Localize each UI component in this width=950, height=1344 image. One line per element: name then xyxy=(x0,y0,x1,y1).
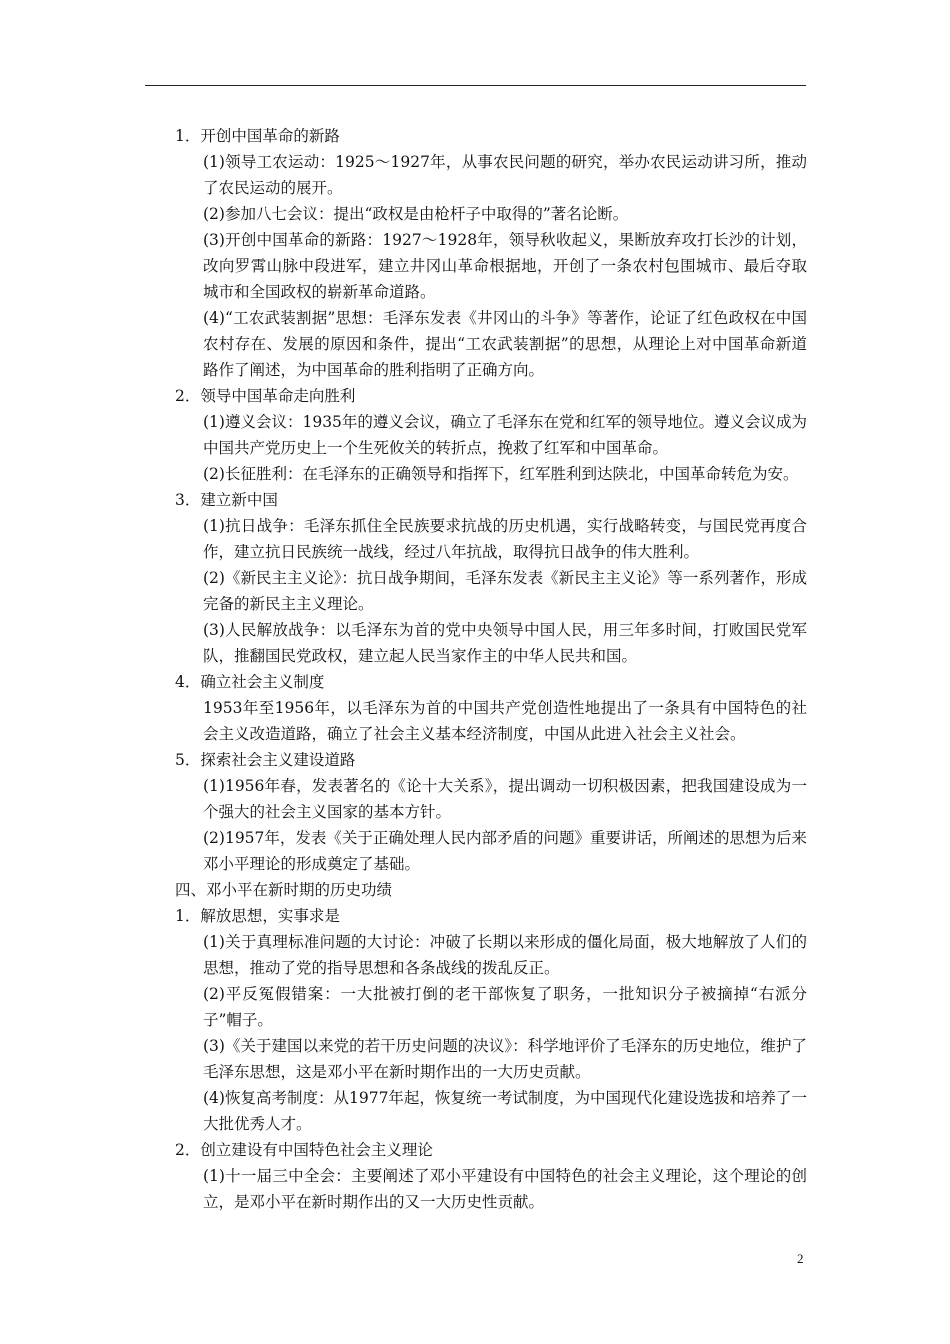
paragraph: (2)平反冤假错案：一大批被打倒的老干部恢复了职务，一批知识分子被摘掉“右派分子”帽子。 xyxy=(203,985,807,1029)
paragraph: (3)人民解放战争：以毛泽东为首的党中央领导中国人民，用三年多时间，打败国民党军队，推翻国民党政权，建立起人民当家作主的中华人民共和国。 xyxy=(203,621,807,665)
paragraph: (1)十一届三中全会：主要阐述了邓小平建设有中国特色的社会主义理论，这个理论的创立，是邓小平在新时期作出的又一大历史性贡献。 xyxy=(203,1167,807,1211)
paragraph: (3)开创中国革命的新路：1927～1928年，领导秋收起义，果断放弃攻打长沙的计划，改向罗霄山脉中段进军，建立井冈山革命根据地，开创了一条农村包围城市、最后夺取城市和全国政权的崭新革命道路。 xyxy=(203,231,807,301)
paragraph: (2)长征胜利：在毛泽东的正确领导和指挥下，红军胜利到达陕北，中国革命转危为安。 xyxy=(203,465,799,483)
section-heading: 5．探索社会主义建设道路 xyxy=(175,751,356,769)
paragraph: (1)1956年春，发表著名的《论十大关系》，提出调动一切积极因素，把我国建设成为一个强大的社会主义国家的基本方针。 xyxy=(203,777,807,821)
section-heading: 四、邓小平在新时期的历史功绩 xyxy=(175,881,393,899)
paragraph: (4)“工农武装割据”思想：毛泽东发表《井冈山的斗争》等著作，论证了红色政权在中国农村存在、发展的原因和条件，提出“工农武装割据”的思想，从理论上对中国革命新道路作了阐述，为中国革命的胜利指明了正确方向。 xyxy=(203,309,807,379)
paragraph: (4)恢复高考制度：从1977年起，恢复统一考试制度，为中国现代化建设选拔和培养了一大批优秀人才。 xyxy=(203,1089,807,1133)
section-heading: 3．建立新中国 xyxy=(175,491,278,509)
section-heading: 1．开创中国革命的新路 xyxy=(175,127,340,145)
section-heading: 2．领导中国革命走向胜利 xyxy=(175,387,356,405)
paragraph: (1)抗日战争：毛泽东抓住全民族要求抗战的历史机遇，实行战略转变，与国民党再度合作，建立抗日民族统一战线，经过八年抗战，取得抗日战争的伟大胜利。 xyxy=(203,517,807,561)
page-number: 2 xyxy=(797,1251,804,1266)
document-body xyxy=(175,123,807,1215)
header-rule xyxy=(145,85,806,86)
paragraph: (2)参加八七会议：提出“政权是由枪杆子中取得的”著名论断。 xyxy=(203,205,629,223)
section-heading: 2．创立建设有中国特色社会主义理论 xyxy=(175,1141,433,1159)
paragraph: (1)遵义会议：1935年的遵义会议，确立了毛泽东在党和红军的领导地位。遵义会议成为中国共产党历史上一个生死攸关的转折点，挽救了红军和中国革命。 xyxy=(203,413,807,457)
section-heading: 4．确立社会主义制度 xyxy=(175,673,325,691)
paragraph: (1)关于真理标准问题的大讨论：冲破了长期以来形成的僵化局面，极大地解放了人们的思想，推动了党的指导思想和各条战线的拨乱反正。 xyxy=(203,933,807,977)
paragraph: (3)《关于建国以来党的若干历史问题的决议》：科学地评价了毛泽东的历史地位，维护了毛泽东思想，这是邓小平在新时期作出的一大历史贡献。 xyxy=(203,1037,807,1081)
paragraph: (2)《新民主主义论》：抗日战争期间，毛泽东发表《新民主主义论》等一系列著作，形成完备的新民主主义理论。 xyxy=(203,569,807,613)
paragraph: 1953年至1956年，以毛泽东为首的中国共产党创造性地提出了一条具有中国特色的社会主义改造道路，确立了社会主义基本经济制度，中国从此进入社会主义社会。 xyxy=(203,699,807,743)
section-heading: 1．解放思想，实事求是 xyxy=(175,907,340,925)
paragraph: (1)领导工农运动：1925～1927年，从事农民问题的研究，举办农民运动讲习所，推动了农民运动的展开。 xyxy=(203,153,807,197)
paragraph: (2)1957年，发表《关于正确处理人民内部矛盾的问题》重要讲话，所阐述的思想为后来邓小平理论的形成奠定了基础。 xyxy=(203,829,807,873)
